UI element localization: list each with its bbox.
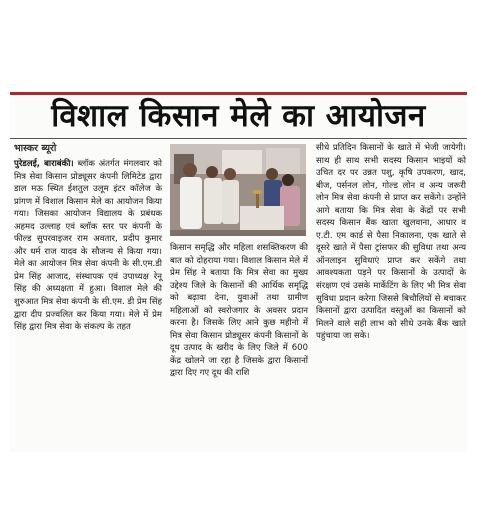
column-2-text: किसान समृद्धि और महिला शसक्तिकरण की बात को दोहराया गया। विशाल किसान मेले में प्रेम सिंह ने बताया कि मित्र सेवा का मुख्य उद्देश्य जिले के किसानों की आर्थिक समृद्धि को बढ़ावा देना, युवाओं तथा ग्रामीण महिलाओं को स्वरोजगार के अवसर प्रदान करना है। जिसके लिए आने कुछ महीनो में मित्र सेवा किसान प्रोड्यूसर कंपनी किसानों के दूध उत्पाद के खरीद के लिए जिले में 600 केंद्र खोलने जा रहा है जिसके द्वारा किसानों द्वारा दिए गए दूध की राशि — [170, 243, 308, 379]
article-column-1 — [14, 158, 162, 334]
column-1-text: ब्लॉक अंतर्गत मंगलवार को मित्र सेवा किसान प्रोड्यूसर कंपनी लिमिटेड द्वारा डाल मऊ स्थित ईशतुल उलूम इंटर कॉलेज के प्रांगण में विशाल किसान मेले का आयोजन किया गया। जिसका आयोजन विद्यालय के प्रबंधक अहमद उल्लाह एवं ब्लॉक स्तर पर कंपनी के फील्ड सुपरवाइजर राम अवतार, प्रदीप कुमार और धर्म राज यादव के सौजन्य से किया गया। मेले का आयोजन मित्र सेवा कंपनी के सी.एम.डी प्रेम सिंह आजाद, संस्थापक एवं उपाध्यक्ष रेनू सिंह की अध्यक्षता में हुआ। विशाल मेले की शुरुआत मित्र सेवा कंपनी के सी.एम. डी प्रेम सिंह द्वारा दीप प्रज्वलित कर किया गया। मेले में प्रेम सिंह द्वारा मित्र सेवा के संकल्प के तहत — [14, 159, 163, 333]
top-red-rule — [10, 92, 467, 95]
headline-divider — [10, 138, 467, 139]
article-column-3 — [316, 142, 466, 343]
column-3-text: सीधे प्रतिदिन किसानों के खाते में भेजी जायेगी। साथ ही साथ सभी सदस्य किसान भाइयों को उचित दर पर उन्नत पशु, कृषि उपकरण, खाद, बीज, पर्सनल लोन, गोल्ड लोन व अन्य जरूरी लोन मित्र सेवा कंपनी से प्राप्त कर सकेंगे। उन्होंने आगे बताया कि मित्र सेवा के केंद्रों पर सभी सदस्य किसान बैंक खाता खुलवाना, आधार व ए.टी. एम कार्ड से पैसा निकालना, एक खाते से दूसरे खाते में पैसा ट्रांसफर की सुविधा तथा अन्य ऑनलाइन सुविधाएं प्राप्त कर सकेंगे तथा आवश्यकता पड़ने पर किसानों के उत्पादों के संरक्षण एवं उसके मार्केटिंग के लिए भी मित्र सेवा सुविधा प्रदान करेगा जिससे बिचौलियों से बचाकर किसानों द्वारा उत्पादित वस्तुओं का किसानों को मिलने वाले सही लाभ को सीधे उनके बैंक खाते पहुंचाया जा सके। — [316, 143, 466, 342]
headline: विशाल किसान मेले का आयोजन — [51, 98, 426, 134]
byline: भास्कर ब्यूरो — [14, 143, 57, 154]
news-photo — [170, 144, 306, 236]
event-photo-illustration — [170, 144, 306, 236]
newspaper-clipping — [10, 92, 467, 452]
dateline: पुरेडलई, बाराबंकी। — [14, 159, 74, 169]
article-column-2 — [170, 242, 308, 380]
